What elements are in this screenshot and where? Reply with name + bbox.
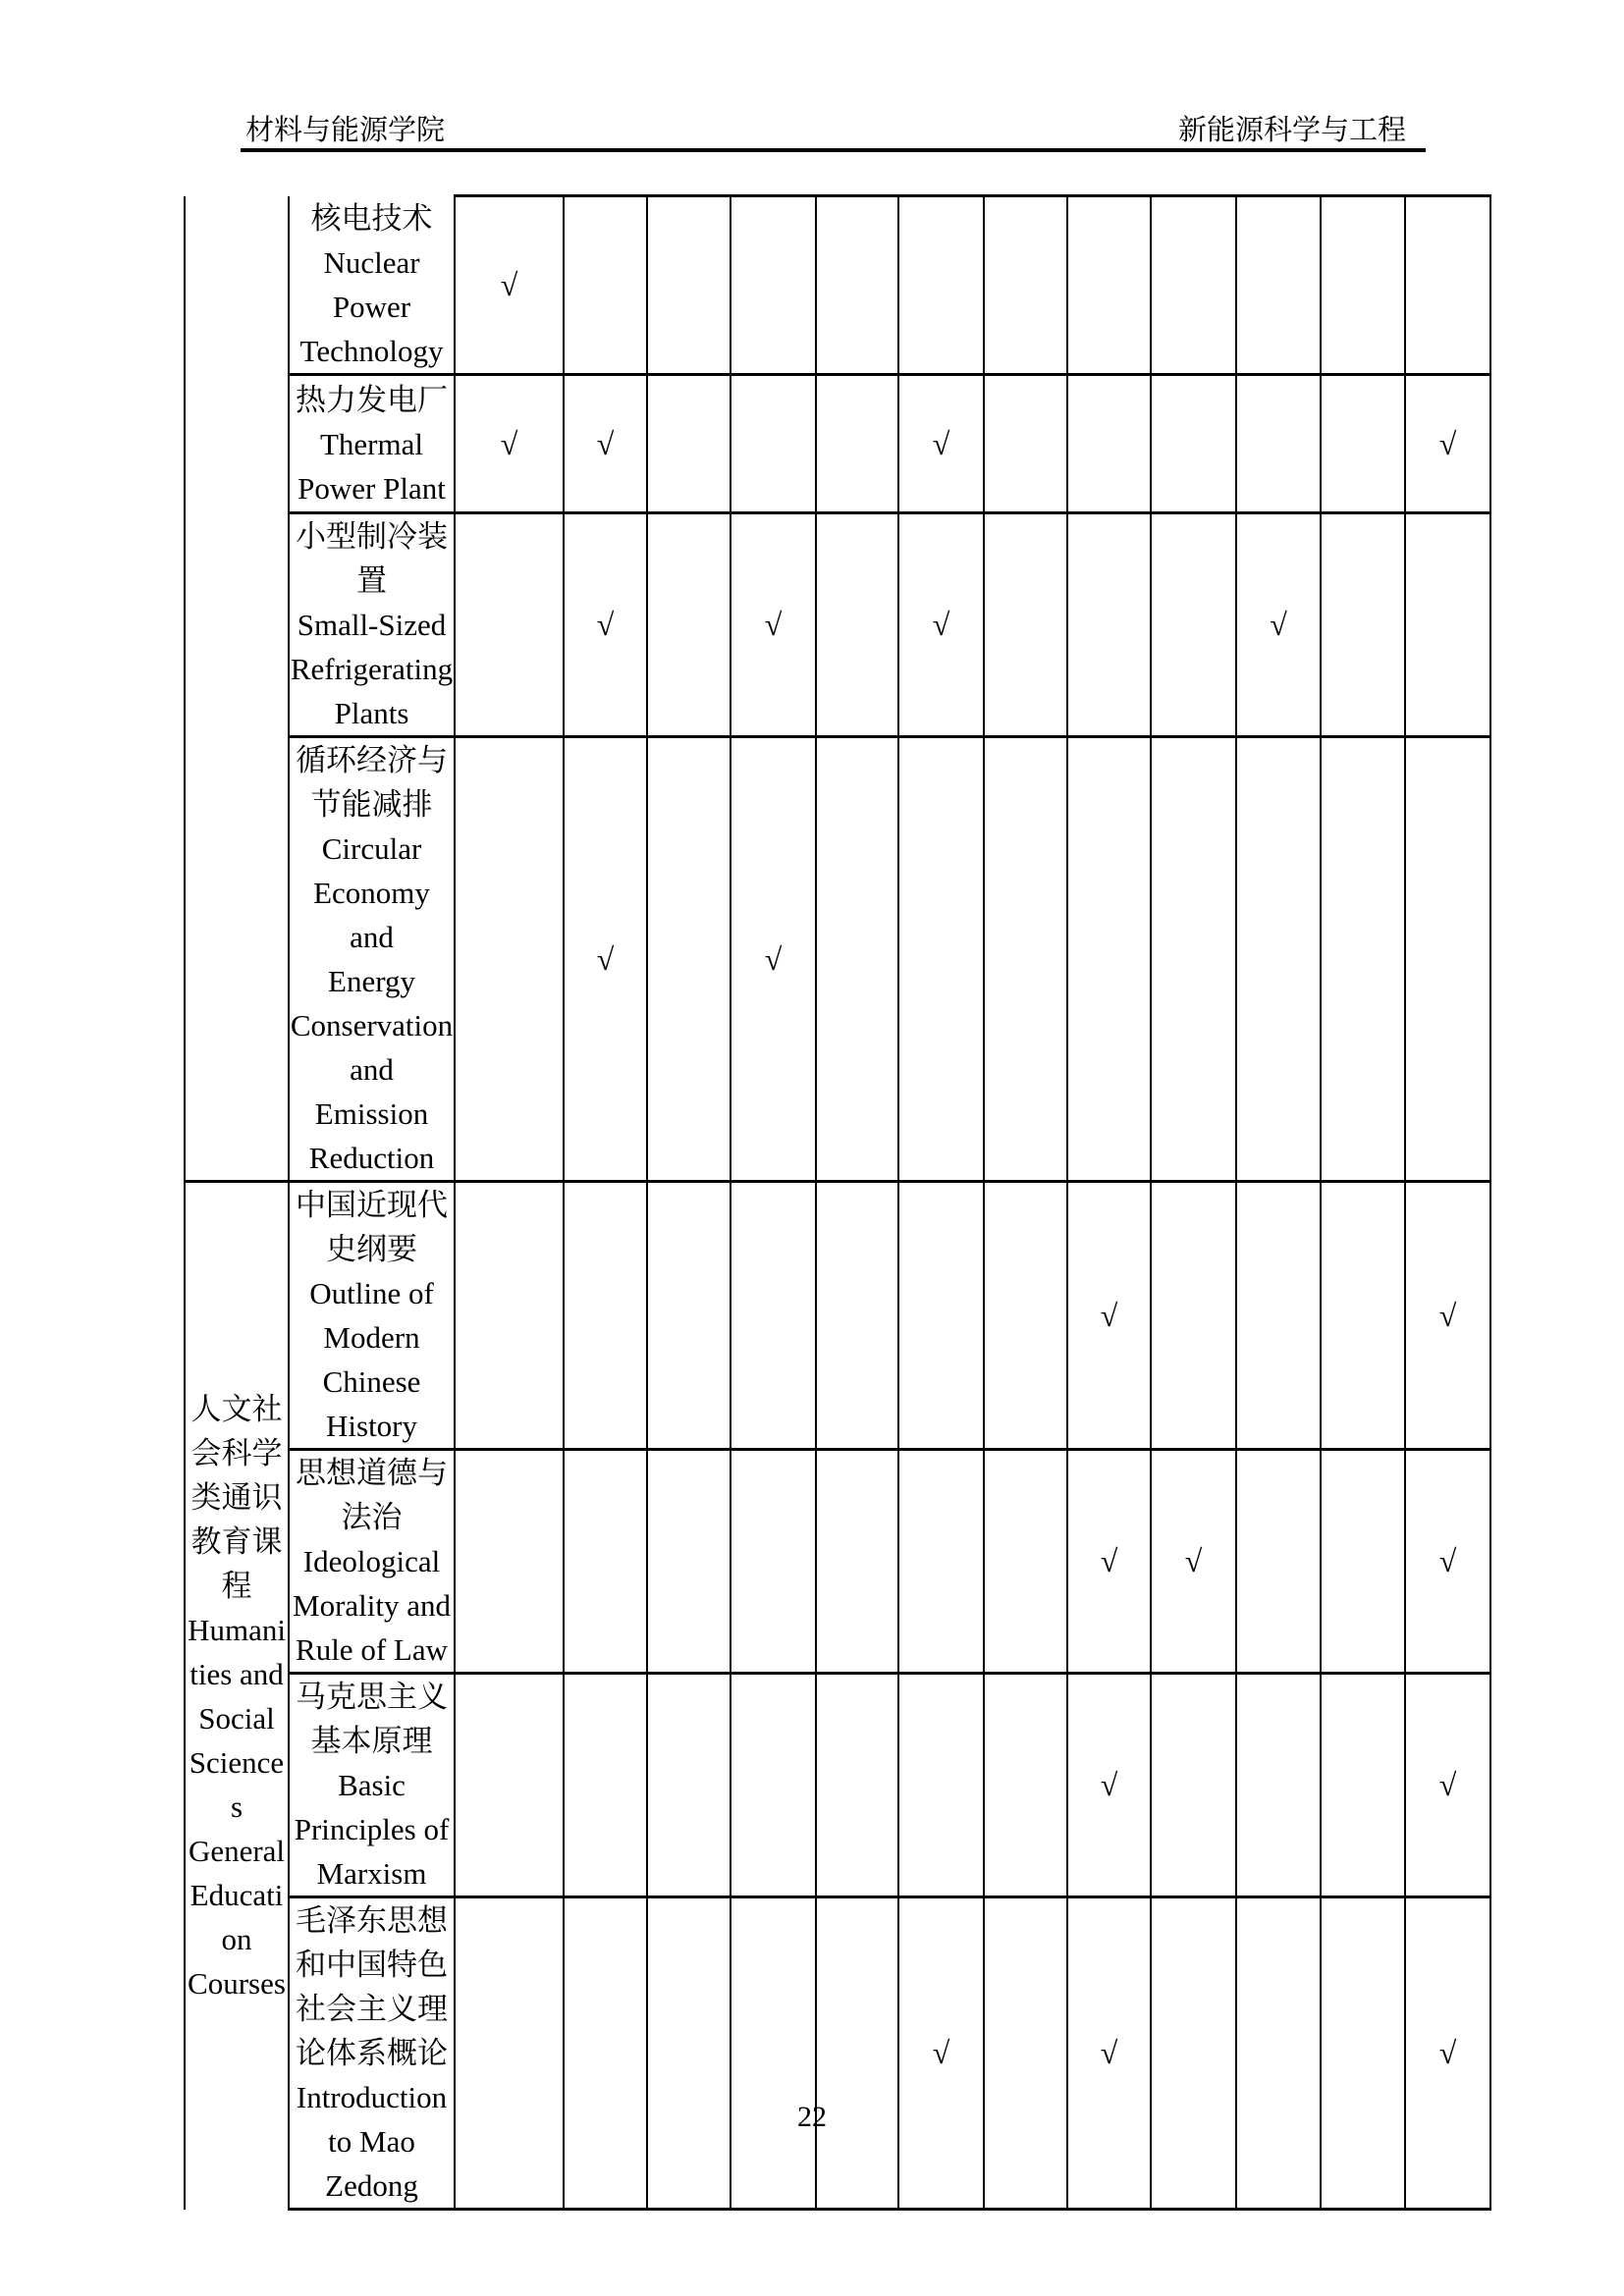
check-cell bbox=[731, 1674, 816, 1897]
check-cell bbox=[898, 196, 984, 375]
course-name-line: Nuclear bbox=[323, 244, 420, 280]
checkmark: √ bbox=[1438, 1543, 1457, 1578]
check-cell bbox=[816, 1674, 898, 1897]
course-name-line: Chinese bbox=[322, 1364, 421, 1399]
check-cell bbox=[731, 1450, 816, 1674]
check-cell bbox=[1405, 1450, 1490, 1674]
checkmark: √ bbox=[1438, 1297, 1457, 1333]
checkmark: √ bbox=[1438, 1767, 1457, 1802]
table-row bbox=[185, 196, 1490, 375]
course-name-line: Refrigerating bbox=[290, 652, 454, 686]
course-name-line: Reduction bbox=[308, 1141, 435, 1175]
check-cell bbox=[816, 737, 898, 1182]
checkmark: √ bbox=[596, 940, 615, 977]
check-cell bbox=[1405, 1182, 1490, 1450]
course-name-line: Plants bbox=[334, 696, 409, 730]
course-name-line: Basic bbox=[338, 1768, 406, 1802]
check-cell bbox=[898, 1674, 984, 1897]
check-cell bbox=[1067, 1182, 1151, 1450]
check-cell bbox=[1067, 737, 1151, 1182]
course-name-line: 置 bbox=[356, 563, 387, 598]
table-row bbox=[185, 513, 1490, 737]
checkmark: √ bbox=[500, 267, 518, 302]
course-name-cell bbox=[289, 1182, 455, 1450]
check-cell bbox=[647, 1674, 731, 1897]
check-cell bbox=[1405, 513, 1490, 737]
check-cell bbox=[984, 1897, 1067, 2210]
checkmark: √ bbox=[1438, 425, 1457, 461]
course-name-line: 循环经济与 bbox=[296, 743, 448, 777]
section-label-line: Science bbox=[189, 1744, 285, 1780]
course-name-line: 核电技术 bbox=[310, 200, 433, 236]
course-name-line: 思想道德与 bbox=[296, 1456, 448, 1490]
check-cell bbox=[1151, 196, 1236, 375]
check-cell bbox=[564, 375, 647, 513]
check-cell bbox=[731, 375, 816, 513]
checkmark: √ bbox=[500, 425, 518, 461]
check-cell bbox=[564, 1897, 647, 2210]
course-name-line: and Emission bbox=[314, 1052, 429, 1131]
check-cell bbox=[455, 513, 564, 737]
course-name-line: 论体系概论 bbox=[296, 2036, 448, 2070]
check-cell bbox=[564, 1674, 647, 1897]
course-name-cell bbox=[289, 1897, 455, 2210]
checkmark: √ bbox=[1438, 2035, 1457, 2070]
check-cell bbox=[1067, 1674, 1151, 1897]
table-row bbox=[185, 375, 1490, 513]
check-cell bbox=[564, 1182, 647, 1450]
section-label-line: General bbox=[188, 1833, 286, 1868]
course-name-line: 毛泽东思想 bbox=[296, 1903, 448, 1938]
check-cell bbox=[898, 375, 984, 513]
check-cell bbox=[564, 737, 647, 1182]
checkmark: √ bbox=[1270, 607, 1287, 642]
check-cell bbox=[1151, 737, 1236, 1182]
course-name-line: 社会主义理 bbox=[296, 1992, 448, 2026]
course-name-line: 中国近现代 bbox=[296, 1188, 448, 1222]
course-name-line: Economy and bbox=[313, 876, 430, 954]
check-cell bbox=[455, 1674, 564, 1897]
check-cell bbox=[455, 375, 564, 513]
check-cell bbox=[898, 737, 984, 1182]
check-cell bbox=[647, 1450, 731, 1674]
check-cell bbox=[1067, 196, 1151, 375]
check-cell bbox=[455, 196, 564, 375]
table-row bbox=[185, 1182, 1490, 1450]
course-name-line: to Mao bbox=[328, 2124, 415, 2159]
course-name-cell bbox=[289, 1450, 455, 1674]
header-rule bbox=[241, 148, 1426, 152]
course-name-line: Morality and bbox=[293, 1588, 451, 1623]
section-label-line: Humani bbox=[188, 1612, 286, 1647]
checkmark: √ bbox=[932, 2035, 950, 2070]
check-cell bbox=[898, 1897, 984, 2210]
check-cell bbox=[564, 513, 647, 737]
check-cell bbox=[984, 737, 1067, 1182]
section-label-line: 教育课 bbox=[190, 1523, 283, 1559]
check-cell bbox=[1321, 1674, 1405, 1897]
course-name-line: 节能减排 bbox=[310, 787, 433, 822]
section-label-line: 人文社 bbox=[190, 1391, 283, 1426]
check-cell bbox=[1067, 1450, 1151, 1674]
check-cell bbox=[1321, 196, 1405, 375]
check-cell bbox=[984, 375, 1067, 513]
table-row bbox=[185, 1450, 1490, 1674]
course-name-line: 基本原理 bbox=[310, 1724, 433, 1758]
check-cell bbox=[1151, 1182, 1236, 1450]
check-cell bbox=[647, 1182, 731, 1450]
course-name-line: Energy bbox=[328, 964, 415, 998]
check-cell bbox=[898, 1182, 984, 1450]
check-cell bbox=[1236, 375, 1321, 513]
check-cell bbox=[816, 196, 898, 375]
check-cell bbox=[647, 737, 731, 1182]
check-cell bbox=[1151, 513, 1236, 737]
check-cell bbox=[1236, 1450, 1321, 1674]
check-cell bbox=[731, 737, 816, 1182]
check-cell bbox=[1236, 1182, 1321, 1450]
table-body bbox=[185, 196, 1490, 2210]
course-name-line: Ideological bbox=[302, 1544, 441, 1578]
section-label-line: Courses bbox=[188, 1965, 286, 2001]
checkmark: √ bbox=[1100, 2035, 1118, 2070]
checkmark: √ bbox=[1100, 1297, 1118, 1333]
course-name-line: 史纲要 bbox=[326, 1232, 417, 1266]
check-cell bbox=[647, 375, 731, 513]
checkmark: √ bbox=[764, 940, 783, 977]
check-cell bbox=[984, 1674, 1067, 1897]
course-name-line: 热力发电厂 bbox=[296, 382, 448, 417]
checkmark: √ bbox=[932, 607, 950, 642]
check-cell bbox=[731, 1897, 816, 2210]
header-right-text: 新能源科学与工程 bbox=[1178, 115, 1407, 146]
check-cell bbox=[898, 513, 984, 737]
check-cell bbox=[647, 1897, 731, 2210]
check-cell bbox=[816, 1182, 898, 1450]
course-name-line: Rule of Law bbox=[296, 1632, 448, 1667]
check-cell bbox=[1321, 1897, 1405, 2210]
checkmark: √ bbox=[596, 425, 615, 461]
course-name-line: Small-Sized bbox=[297, 608, 447, 642]
course-name-line: Zedong bbox=[325, 2168, 418, 2203]
check-cell bbox=[816, 513, 898, 737]
checkmark: √ bbox=[1100, 1543, 1118, 1578]
check-cell bbox=[647, 513, 731, 737]
check-cell bbox=[455, 1897, 564, 2210]
check-cell bbox=[1321, 375, 1405, 513]
check-cell bbox=[731, 513, 816, 737]
checkmark: √ bbox=[764, 607, 783, 642]
course-name-cell bbox=[289, 1674, 455, 1897]
course-name-cell bbox=[289, 513, 455, 737]
check-cell bbox=[1236, 196, 1321, 375]
check-cell bbox=[984, 1182, 1067, 1450]
table-row bbox=[185, 1897, 1490, 2210]
check-cell bbox=[1321, 737, 1405, 1182]
course-name-line: Circular bbox=[321, 831, 422, 866]
header-left-text: 材料与能源学院 bbox=[245, 115, 446, 146]
section-label-line: s bbox=[230, 1789, 244, 1824]
section-label-line: 类通识 bbox=[190, 1479, 283, 1515]
course-name-line: Introduction bbox=[296, 2080, 448, 2114]
course-name-line: Power bbox=[332, 289, 411, 324]
check-cell bbox=[1405, 196, 1490, 375]
check-cell bbox=[1405, 737, 1490, 1182]
check-cell bbox=[455, 737, 564, 1182]
check-cell bbox=[1151, 375, 1236, 513]
check-cell bbox=[984, 513, 1067, 737]
check-cell bbox=[1321, 1450, 1405, 1674]
course-name-line: Modern bbox=[323, 1320, 420, 1355]
check-cell bbox=[1236, 1897, 1321, 2210]
check-cell bbox=[1067, 513, 1151, 737]
course-name-line: Principles of bbox=[294, 1812, 450, 1846]
course-name-line: Thermal bbox=[319, 426, 423, 461]
course-name-line: History bbox=[326, 1409, 417, 1443]
check-cell bbox=[984, 196, 1067, 375]
section-label-cell bbox=[185, 196, 289, 1182]
course-name-line: Technology bbox=[299, 333, 444, 368]
course-name-line: Marxism bbox=[316, 1856, 427, 1891]
section-label-line: on bbox=[221, 1921, 252, 1956]
course-name-line: Conservation bbox=[290, 1008, 454, 1042]
checkmark: √ bbox=[1184, 1543, 1203, 1578]
course-name-line: 小型制冷装 bbox=[296, 519, 448, 554]
section-label-line: Educati bbox=[189, 1877, 284, 1912]
course-name-line: Power Plant bbox=[298, 470, 446, 506]
section-label-line: Social bbox=[198, 1700, 275, 1735]
checkmark: √ bbox=[932, 425, 950, 461]
section-label-cell bbox=[185, 1182, 289, 2210]
check-cell bbox=[1067, 375, 1151, 513]
course-name-cell bbox=[289, 196, 455, 375]
course-name-cell bbox=[289, 375, 455, 513]
check-cell bbox=[984, 1450, 1067, 1674]
section-label-line: ties and bbox=[189, 1656, 284, 1691]
course-name-line: 法治 bbox=[341, 1500, 403, 1534]
check-cell bbox=[564, 196, 647, 375]
check-cell bbox=[898, 1450, 984, 1674]
course-name-line: 马克思主义 bbox=[296, 1680, 448, 1714]
check-cell bbox=[1236, 1674, 1321, 1897]
course-name-line: Outline of bbox=[309, 1276, 434, 1310]
course-name-cell bbox=[289, 737, 455, 1182]
table-row bbox=[185, 1674, 1490, 1897]
check-cell bbox=[1405, 375, 1490, 513]
check-cell bbox=[564, 1450, 647, 1674]
check-cell bbox=[1405, 1674, 1490, 1897]
check-cell bbox=[647, 196, 731, 375]
check-cell bbox=[455, 1182, 564, 1450]
check-cell bbox=[816, 375, 898, 513]
check-cell bbox=[1236, 737, 1321, 1182]
check-cell bbox=[1067, 1897, 1151, 2210]
page-number: 22 bbox=[797, 2101, 827, 2133]
check-cell bbox=[1151, 1897, 1236, 2210]
course-name-line: 和中国特色 bbox=[296, 1948, 448, 1982]
section-label-line: 程 bbox=[221, 1568, 252, 1603]
check-cell bbox=[455, 1450, 564, 1674]
check-cell bbox=[1321, 513, 1405, 737]
check-cell bbox=[731, 196, 816, 375]
check-cell bbox=[816, 1450, 898, 1674]
check-cell bbox=[1151, 1450, 1236, 1674]
check-cell bbox=[1236, 513, 1321, 737]
check-cell bbox=[731, 1182, 816, 1450]
check-cell bbox=[1321, 1182, 1405, 1450]
checkmark: √ bbox=[596, 607, 615, 642]
check-cell bbox=[1405, 1897, 1490, 2210]
table-row bbox=[185, 737, 1490, 1182]
check-cell bbox=[816, 1897, 898, 2210]
check-cell bbox=[1151, 1674, 1236, 1897]
curriculum-table bbox=[184, 194, 1491, 2211]
section-label-line: 会科学 bbox=[190, 1435, 283, 1470]
checkmark: √ bbox=[1100, 1767, 1118, 1802]
